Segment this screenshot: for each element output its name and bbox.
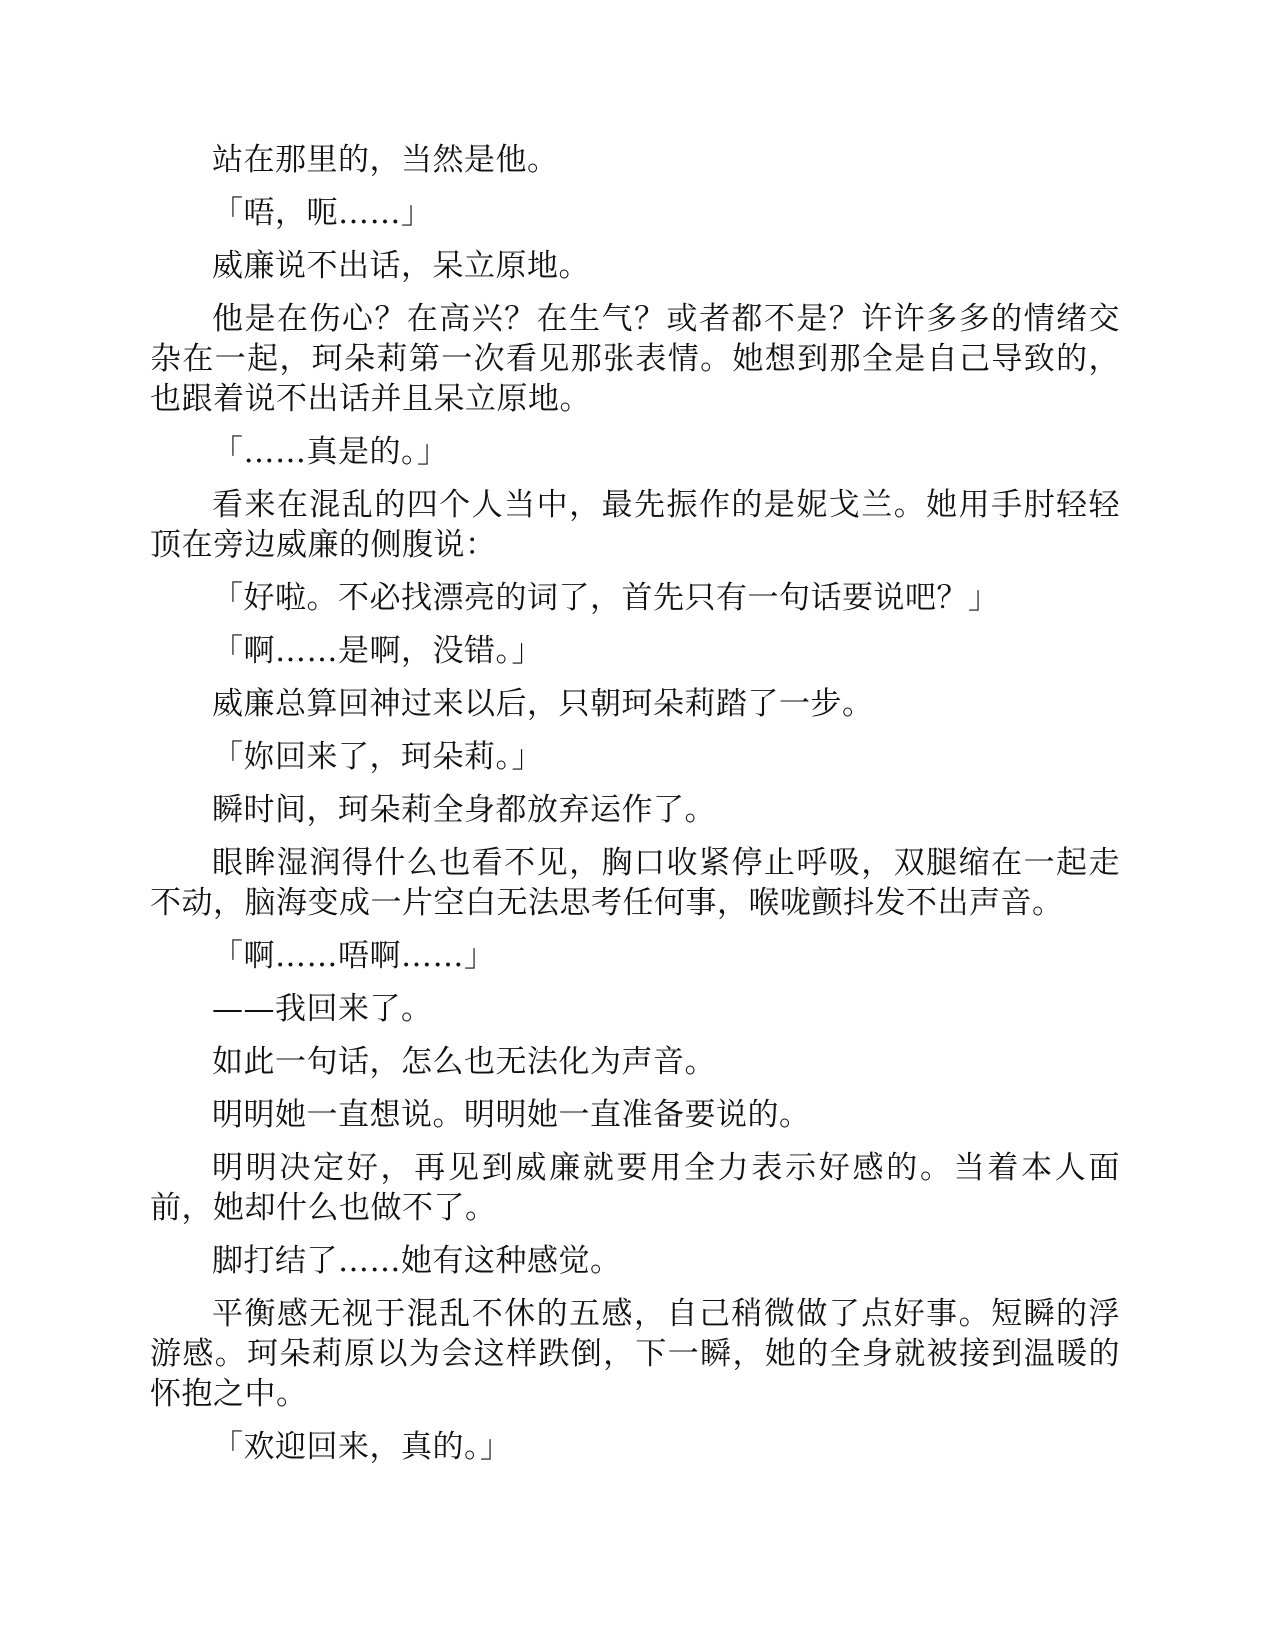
paragraph: 威廉说不出话，呆立原地。 — [212, 248, 590, 284]
paragraph: 平衡感无视于混乱不休的五感，自己稍微做了点好事。短瞬的浮游感。珂朵莉原以为会这样跌倒，下一瞬，她的全身就被接到温暖的怀抱之中。 — [150, 1296, 1120, 1412]
paragraph: 脚打结了……她有这种感觉。 — [212, 1243, 622, 1279]
body-text — [150, 140, 1120, 1480]
paragraph: 「啊……是啊，没错。」 — [212, 633, 543, 669]
paragraph: 明明她一直想说。明明她一直准备要说的。 — [212, 1097, 811, 1133]
paragraph: ——我回来了。 — [212, 991, 433, 1027]
paragraph: 「欢迎回来，真的。」 — [212, 1429, 512, 1465]
paragraph: 眼眸湿润得什么也看不见，胸口收紧停止呼吸，双腿缩在一起走不动，脑海变成一片空白无法思考任何事，喉咙颤抖发不出声音。 — [150, 845, 1120, 921]
paragraph: 「啊……唔啊……」 — [212, 938, 496, 974]
paragraph: 「……真是的。」 — [212, 434, 449, 470]
paragraph: 「好啦。不必找漂亮的词了，首先只有一句话要说吧？」 — [212, 580, 1000, 616]
paragraph: 看来在混乱的四个人当中，最先振作的是妮戈兰。她用手肘轻轻顶在旁边威廉的侧腹说： — [150, 487, 1120, 563]
paragraph: 「唔，呃……」 — [212, 195, 433, 231]
paragraph: 威廉总算回神过来以后，只朝珂朵莉踏了一步。 — [212, 686, 874, 722]
paragraph: 「妳回来了，珂朵莉。」 — [212, 739, 543, 775]
paragraph: 瞬时间，珂朵莉全身都放弃运作了。 — [212, 792, 716, 828]
paragraph: 如此一句话，怎么也无法化为声音。 — [212, 1044, 716, 1080]
paragraph: 站在那里的，当然是他。 — [212, 142, 559, 178]
paragraph: 他是在伤心？在高兴？在生气？或者都不是？许许多多的情绪交杂在一起，珂朵莉第一次看见那张表情。她想到那全是自己导致的，也跟着说不出话并且呆立原地。 — [150, 301, 1120, 417]
paragraph: 明明决定好，再见到威廉就要用全力表示好感的。当着本人面前，她却什么也做不了。 — [150, 1150, 1120, 1226]
